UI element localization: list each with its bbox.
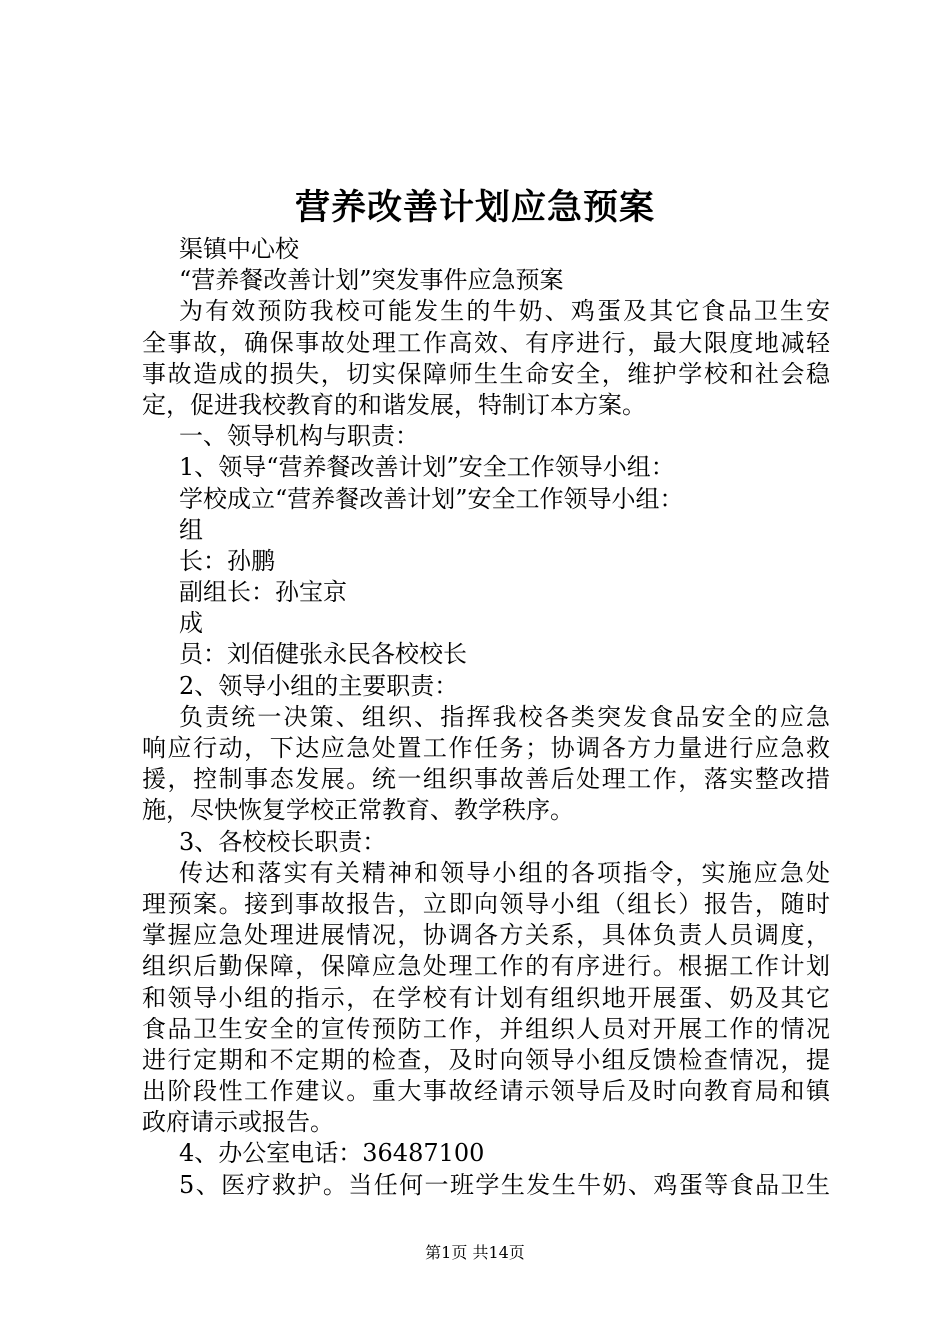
text-line: 进行定期和不定期的检查，及时向领导小组反馈检查情况，提 <box>142 1045 830 1074</box>
text-line: 援，控制事态发展。统一组织事故善后处理工作，落实整改措 <box>142 765 830 794</box>
text-line: 负责统一决策、组织、指挥我校各类突发食品安全的应急 <box>179 702 830 731</box>
text-line: 全事故，确保事故处理工作高效、有序进行，最大限度地减轻 <box>142 328 830 357</box>
text-line: 一、领导机构与职责： <box>179 422 419 451</box>
text-line: 组 <box>179 515 203 544</box>
text-line: 传达和落实有关精神和领导小组的各项指令，实施应急处 <box>179 858 830 887</box>
text-line: 为有效预防我校可能发生的牛奶、鸡蛋及其它食品卫生安 <box>179 297 830 326</box>
text-line: 事故造成的损失，切实保障师生生命安全，维护学校和社会稳 <box>142 359 830 388</box>
text-line: 出阶段性工作建议。重大事故经请示领导后及时向教育局和镇 <box>142 1077 830 1106</box>
text-line: 4、办公室电话：36487100 <box>179 1139 485 1168</box>
text-line: “营养餐改善计划”突发事件应急预案 <box>179 266 564 295</box>
page-footer: 第1页 共14页 <box>425 1243 525 1262</box>
document-title: 营养改善计划应急预案 <box>294 187 655 228</box>
text-line: 掌握应急处理进展情况，协调各方关系，具体负责人员调度， <box>142 921 830 950</box>
text-line: 渠镇中心校 <box>179 235 299 263</box>
text-line: 政府请示或报告。 <box>142 1108 334 1137</box>
text-line: 员：刘佰健张永民各校校长 <box>179 640 467 669</box>
text-line: 2、领导小组的主要职责： <box>179 671 459 700</box>
text-line: 副组长：孙宝京 <box>179 578 347 607</box>
text-line: 食品卫生安全的宣传预防工作，并组织人员对开展工作的情况 <box>142 1014 830 1043</box>
document-body <box>142 234 830 1201</box>
text-line: 施，尽快恢复学校正常教育、教学秩序。 <box>142 796 574 825</box>
text-line: 成 <box>179 609 203 638</box>
text-line: 1、领导“营养餐改善计划”安全工作领导小组： <box>179 453 675 482</box>
text-line: 定，促进我校教育的和谐发展，特制订本方案。 <box>142 390 646 419</box>
text-line: 长：孙鹏 <box>179 546 275 575</box>
text-line: 组织后勤保障，保障应急处理工作的有序进行。根据工作计划 <box>142 952 830 981</box>
text-line: 学校成立“营养餐改善计划”安全工作领导小组： <box>179 484 684 513</box>
text-line: 和领导小组的指示，在学校有计划有组织地开展蛋、奶及其它 <box>142 983 830 1012</box>
text-line: 响应行动，下达应急处置工作任务；协调各方力量进行应急救 <box>142 734 830 762</box>
text-line: 3、各校校长职责： <box>179 827 387 856</box>
text-line: 理预案。接到事故报告，立即向领导小组（组长）报告，随时 <box>142 889 830 918</box>
text-line: 5、医疗救护。当任何一班学生发生牛奶、鸡蛋等食品卫生 <box>179 1170 830 1199</box>
